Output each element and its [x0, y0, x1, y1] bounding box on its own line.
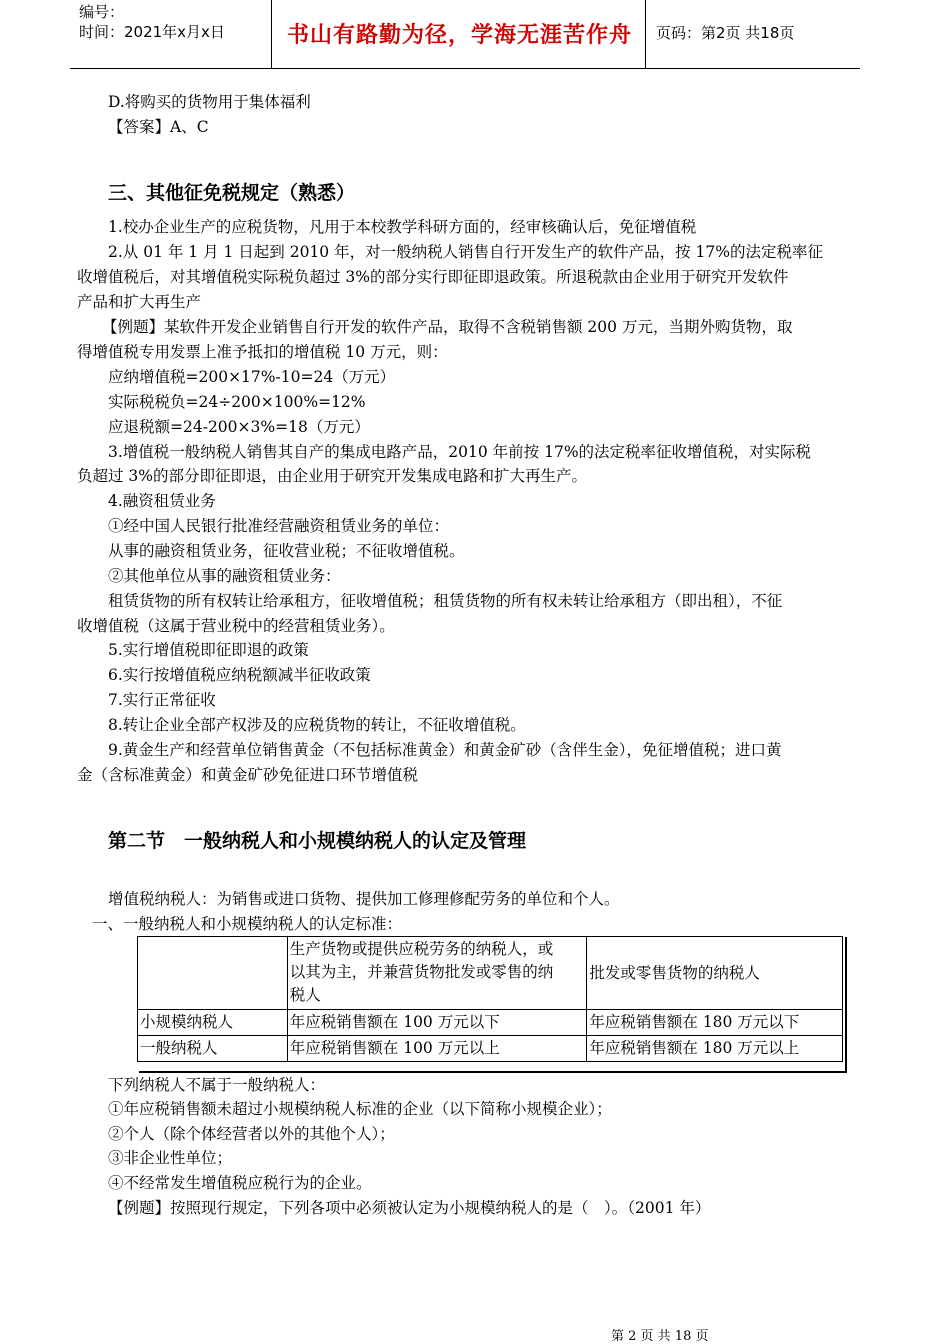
text-line: ③非企业性单位； — [108, 1149, 233, 1167]
text-line: 【例题】某软件开发企业销售自行开发的软件产品，取得不含税销售额 200 万元，当期外购货物，取 — [102, 318, 793, 336]
text-line: 【例题】按照现行规定，下列各项中必须被认定为小规模纳税人的是（ ）。（2001 年） — [108, 1199, 711, 1217]
text-line: 产品和扩大再生产 — [77, 293, 202, 311]
text-line: 9.黄金生产和经营单位销售黄金（不包括标准黄金）和黄金矿砂（含伴生金），免征增值税；进口黄 — [108, 741, 782, 759]
text-line: ②个人（除个体经营者以外的其他个人）； — [108, 1125, 395, 1143]
text-line: ①经中国人民银行批准经营融资租赁业务的单位： — [108, 517, 450, 535]
text-line: 1.校办企业生产的应税货物，凡用于本校教学科研方面的，经审核确认后，免征增值税 — [108, 218, 697, 236]
table-header-row — [138, 937, 843, 1010]
text-line: D.将购买的货物用于集体福利 — [108, 93, 311, 111]
table-row — [138, 1036, 843, 1062]
table-header-text: 批发或零售货物的纳税人 — [589, 963, 760, 982]
taxpayer-standard-table — [137, 936, 843, 1062]
text-line: 4.融资租赁业务 — [108, 492, 216, 510]
text-line: 收增值税（这属于营业税中的经营租赁业务）。 — [77, 617, 395, 635]
text-line: 7.实行正常征收 — [108, 691, 216, 709]
header-number: 编号： — [79, 3, 125, 21]
text-line: 下列纳税人不属于一般纳税人： — [108, 1076, 326, 1094]
header-divider — [271, 0, 272, 68]
text-line: 5.实行增值税即征即退的政策 — [108, 641, 309, 659]
section-heading: 第二节 一般纳税人和小规模纳税人的认定及管理 — [108, 830, 527, 852]
header-meta — [79, 2, 225, 42]
section-heading: 三、其他征免税规定（熟悉） — [108, 182, 356, 204]
table-cell: 年应税销售额在 180 万元以上 — [587, 1036, 843, 1062]
table-cell: 年应税销售额在 100 万元以下 — [287, 1010, 587, 1036]
text-line: 【答案】A、C — [108, 118, 209, 136]
table-cell: 一般纳税人 — [138, 1036, 288, 1062]
header-motto: 书山有路勤为径，学海无涯苦作舟 — [286, 23, 632, 48]
text-line: 6.实行按增值税应纳税额减半征收政策 — [108, 666, 371, 684]
table-row — [138, 1010, 843, 1036]
table-cell: 年应税销售额在 100 万元以上 — [287, 1036, 587, 1062]
table-header-text: 以其为主，并兼营货物批发或零售的纳 — [289, 963, 554, 981]
text-line: ④不经常发生增值税应税行为的企业。 — [108, 1174, 372, 1192]
header-time: 时间：2021年x月x日 — [79, 23, 225, 41]
text-line: 应退税额=24-200×3%=18（万元） — [108, 418, 370, 436]
text-line: ②其他单位从事的融资租赁业务： — [108, 567, 341, 585]
table-cell: 小规模纳税人 — [138, 1010, 288, 1036]
text-line: 2.从 01 年 1 月 1 日起到 2010 年，对一般纳税人销售自行开发生产的软件产品，按 17%的法定税率征 — [108, 243, 823, 261]
text-line: 8.转让企业全部产权涉及的应税货物的转让，不征收增值税。 — [108, 716, 526, 734]
text-line: 负超过 3%的部分即征即退，由企业用于研究开发集成电路和扩大再生产。 — [77, 467, 588, 485]
text-line: 3.增值税一般纳税人销售其自产的集成电路产品，2010 年前按 17%的法定税率征收增值税，对实际税 — [108, 443, 812, 461]
page-footer: 第 2 页 共 18 页 — [611, 1329, 709, 1344]
text-line: 一、一般纳税人和小规模纳税人的认定标准： — [92, 915, 403, 933]
text-line: 从事的融资租赁业务，征收营业税；不征收增值税。 — [108, 542, 465, 560]
table-cell — [138, 937, 288, 1010]
table-header-text: 生产货物或提供应税劳务的纳税人，或 — [289, 940, 554, 958]
text-line: 收增值税后，对其增值税实际税负超过 3%的部分实行即征即退政策。所退税款由企业用于研究开发软件 — [77, 268, 789, 286]
text-line: 实际税税负=24÷200×100%=12% — [108, 393, 366, 411]
text-line: 增值税纳税人：为销售或进口货物、提供加工修理修配劳务的单位和个人。 — [108, 890, 620, 908]
text-line: 租赁货物的所有权转让给承租方，征收增值税；租赁货物的所有权未转让给承租方（即出租），不征 — [108, 592, 783, 610]
table-cell — [587, 937, 843, 1010]
page-header — [70, 0, 860, 69]
text-line: 应纳增值税=200×17%-10=24（万元） — [108, 368, 396, 386]
table-cell — [287, 937, 587, 1010]
header-divider — [645, 0, 646, 68]
header-page-number: 页码：第2页 共18页 — [656, 24, 795, 42]
text-line: 金（含标准黄金）和黄金矿砂免征进口环节增值税 — [77, 766, 419, 784]
text-line: 得增值税专用发票上准予抵扣的增值税 10 万元，则： — [77, 343, 448, 361]
table-cell: 年应税销售额在 180 万元以下 — [587, 1010, 843, 1036]
text-line: ①年应税销售额未超过小规模纳税人标准的企业（以下简称小规模企业）； — [108, 1100, 612, 1118]
table-header-text: 税人 — [289, 986, 321, 1004]
